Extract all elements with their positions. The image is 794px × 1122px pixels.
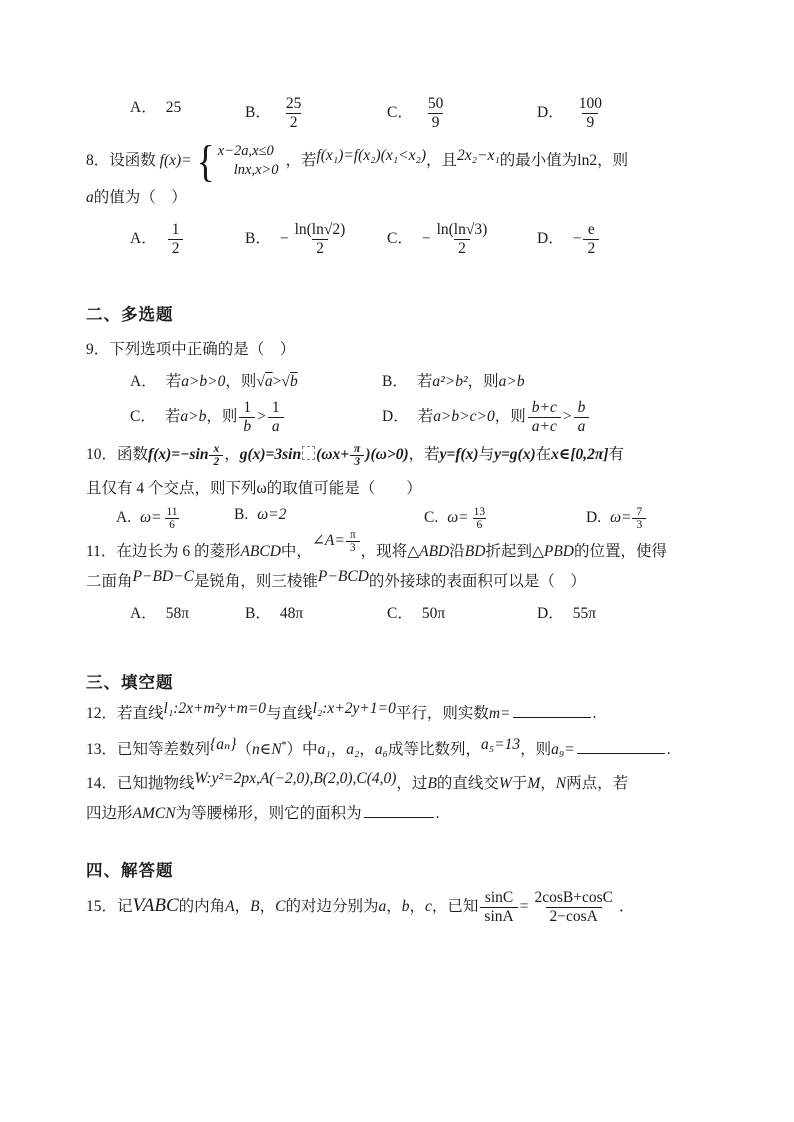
text: 有 <box>608 446 625 463</box>
question11-options-row <box>130 601 716 623</box>
omega-equals: ω= <box>140 509 162 527</box>
question-number: 9． <box>86 341 110 359</box>
text: 与 <box>478 446 495 463</box>
text: 的外接球的表面积可以是（ ） <box>368 573 586 591</box>
q7-option-c <box>387 95 537 132</box>
minus-sign: − <box>421 229 431 247</box>
fraction <box>528 399 561 436</box>
text: ，已知 <box>431 898 479 915</box>
math: BD <box>464 543 486 561</box>
minus-sign: − <box>572 229 582 247</box>
fraction-denominator: a+c <box>528 417 561 436</box>
q9-option-b <box>382 369 716 391</box>
small-fraction <box>209 443 223 468</box>
period: ． <box>618 898 635 915</box>
option-c-value: 50π <box>421 605 446 623</box>
fraction-denominator: 2 <box>312 239 328 258</box>
fraction-numerator: b+c <box>531 399 557 417</box>
math: P−BD−C <box>132 568 194 586</box>
question10-line2: 且仅有 4 个交点，则下列ω的取值可能是（ ） <box>86 480 422 497</box>
question-number: 11． <box>86 543 117 561</box>
q11-option-a <box>130 601 245 623</box>
fraction-denominator: sinA <box>480 907 517 926</box>
question14-line2 <box>86 801 716 823</box>
text: 两点，若 <box>566 775 629 793</box>
question7-options-row <box>130 95 716 132</box>
text: ，则 <box>494 408 526 426</box>
fraction <box>291 221 350 258</box>
line2-equation: l₂:x+2y+1=0 <box>312 700 396 718</box>
option-b-value: 48π <box>279 605 304 623</box>
fraction <box>282 95 306 132</box>
math: a₉= <box>551 741 575 759</box>
option-d-value: 55π <box>572 605 597 623</box>
math: a²>b² <box>432 373 468 391</box>
question8-options-row <box>130 221 716 258</box>
left-brace: { <box>196 136 215 186</box>
fraction-denominator: 2 <box>168 239 184 258</box>
radicand: a <box>264 373 273 391</box>
fraction-denominator: 2 <box>286 113 302 132</box>
q8-option-d <box>537 221 716 258</box>
math: y=g(x) <box>494 446 536 463</box>
missing-glyph-box <box>302 446 315 460</box>
text: 若 <box>165 373 182 391</box>
fraction-numerator: 7 <box>636 506 643 518</box>
math: a>b>0 <box>181 373 226 391</box>
omega-equals: ω= <box>447 509 469 527</box>
option-d-label: D． <box>537 229 564 247</box>
angle-a-equals: ∠A= <box>311 532 345 550</box>
fraction-denominator: 3 <box>632 518 646 531</box>
comma: ， <box>330 741 347 759</box>
question-number: 10． <box>86 446 118 463</box>
q9-option-a <box>130 369 382 391</box>
fraction-denominator: a <box>268 417 284 436</box>
text: 折起到 <box>485 543 532 561</box>
comma: ， <box>409 898 425 915</box>
text: ，则 <box>520 741 552 759</box>
math: b <box>401 898 410 915</box>
text: ，若 <box>408 446 440 463</box>
question15 <box>86 889 716 926</box>
superscript-star: * <box>281 739 287 751</box>
question11-line2 <box>86 569 716 591</box>
text: 四边形 <box>86 805 133 823</box>
paren-open: （ <box>236 741 252 759</box>
q7-option-b <box>245 95 387 132</box>
q10-option-d <box>586 506 716 531</box>
option-d-label: D. <box>586 509 602 527</box>
g-argument-close: )(ω>0) <box>365 446 409 463</box>
math: y=f(x) <box>439 446 479 463</box>
fraction-numerator: π <box>354 442 361 455</box>
fraction <box>424 95 448 132</box>
text: 二面角 <box>86 573 133 591</box>
fraction-numerator: 50 <box>427 95 444 112</box>
question12 <box>86 701 716 723</box>
q10-option-b <box>234 506 424 531</box>
question10-options-row <box>116 506 716 531</box>
fraction-denominator: 6 <box>165 518 179 531</box>
small-fraction <box>470 506 490 531</box>
text: 在 <box>535 446 552 463</box>
math: A <box>225 898 235 915</box>
math: ABCD <box>240 543 281 561</box>
text: 于 <box>511 775 528 793</box>
text: ，则 <box>225 373 257 391</box>
question14-line1 <box>86 771 716 793</box>
small-fraction <box>632 506 646 531</box>
q7-option-d <box>537 95 716 132</box>
f-definition: f(x)=−sin <box>148 446 209 463</box>
question10-line1 <box>86 442 716 468</box>
fraction-denominator: 2 <box>583 239 599 258</box>
q10-option-a <box>116 506 234 531</box>
text: 平行，则实数 <box>395 705 489 723</box>
piecewise-cases <box>195 136 279 186</box>
math: a <box>378 898 387 915</box>
q8-fx: f(x)= <box>159 151 192 169</box>
angle-formula <box>312 529 361 554</box>
question8-text4: 的最小值为ln2，则 <box>499 151 629 169</box>
text: 与直线 <box>266 705 313 723</box>
fraction-denominator: b <box>239 417 255 436</box>
math: AMCN <box>132 805 176 823</box>
text: 是锐角，则三棱锥 <box>193 573 318 591</box>
question8-line1 <box>86 136 716 186</box>
fraction-denominator: 9 <box>428 113 444 132</box>
option-b-label: B． <box>382 373 408 391</box>
fraction-numerator: 1 <box>171 220 180 238</box>
fraction <box>168 221 184 258</box>
section4-header: 四、解答题 <box>86 861 174 881</box>
math: P−BCD <box>317 568 369 586</box>
math: c <box>425 898 432 915</box>
q9-option-d <box>382 399 716 436</box>
q8-expression: 2x₂−x₁ <box>457 146 500 164</box>
fraction-denominator: 2 <box>209 455 223 468</box>
comma: ， <box>259 898 276 915</box>
fraction-numerator: x <box>213 442 220 455</box>
fraction <box>268 399 284 436</box>
period: . <box>666 741 671 759</box>
fraction <box>530 889 617 926</box>
sequence-notation: {aₙ} <box>210 736 237 754</box>
option-a-label: A． <box>130 605 157 623</box>
text: 在边长为 6 的菱形 <box>116 543 241 561</box>
text: 的内角 <box>178 898 226 915</box>
fraction-numerator: e <box>587 220 595 238</box>
n-in-nstar: n∈N <box>251 741 282 759</box>
math: M <box>527 775 541 793</box>
m-equals: m= <box>488 705 511 723</box>
math: B <box>427 775 437 793</box>
question9-title <box>86 337 716 359</box>
option-a-label: A． <box>130 373 157 391</box>
g-definition: g(x)=3sin <box>239 446 302 463</box>
fraction-denominator: 3 <box>350 455 364 468</box>
parabola-equation: W:y²=2px,A(−2,0),B(2,0),C(4,0) <box>194 770 397 788</box>
fraction-denominator: a <box>574 417 590 436</box>
math: a₁ <box>317 741 331 759</box>
fraction-numerator: 11 <box>166 506 178 518</box>
option-c-label: C． <box>387 229 413 247</box>
answer-blank <box>513 702 591 718</box>
option-c-label: C． <box>130 408 156 426</box>
text: 函数 <box>117 446 149 463</box>
greater-than: > <box>257 408 266 426</box>
question13 <box>86 737 716 759</box>
section3-header: 三、填空题 <box>86 673 174 693</box>
sqrt-expression <box>281 373 297 390</box>
text: ，则 <box>467 373 499 391</box>
option-a-value: 58π <box>165 605 190 623</box>
text: 若 <box>164 408 181 426</box>
minus-sign: − <box>279 229 289 247</box>
text: 若 <box>416 373 433 391</box>
math: C <box>275 898 286 915</box>
q8-variable-a: a <box>86 188 94 206</box>
text: 若直线 <box>117 705 164 723</box>
option-a-label: A． <box>130 229 157 247</box>
math: N <box>555 775 567 793</box>
question9-options-row1 <box>130 369 716 391</box>
paren-close: ）中 <box>286 741 318 759</box>
q8-option-c <box>387 221 537 258</box>
fraction-denominator: 3 <box>346 541 360 554</box>
fraction-numerator: sinC <box>484 889 514 907</box>
fraction-numerator: b <box>577 399 586 417</box>
option-b-label: B． <box>245 103 271 121</box>
question8-line2-text: 的值为（ ） <box>93 188 187 206</box>
option-c-label: C． <box>387 605 413 623</box>
small-fraction <box>162 506 181 531</box>
option-c-label: C. <box>424 509 439 527</box>
comma: ， <box>386 898 402 915</box>
fraction-denominator: 9 <box>582 113 598 132</box>
math: x∈[0,2π] <box>551 446 609 463</box>
option-d-label: D． <box>537 605 564 623</box>
fraction-denominator: 2−cosA <box>546 907 602 926</box>
equals-sign: = <box>519 898 529 915</box>
question11-line1 <box>86 529 716 565</box>
math: B <box>250 898 260 915</box>
fraction-numerator: 100 <box>578 95 602 112</box>
question8-text2: ，若 <box>285 151 317 169</box>
radical-sign: √ <box>281 373 290 391</box>
math: a₂ <box>346 741 360 759</box>
option-a-label: A. <box>116 509 132 527</box>
greater-than: > <box>272 373 282 391</box>
option-b-value: ω=2 <box>257 506 287 523</box>
section2-header: 二、多选题 <box>86 305 174 325</box>
q8-condition: f(x₁)=f(x₂)(x₁<x₂) <box>316 146 427 164</box>
text: 记 <box>117 898 133 915</box>
comma: ， <box>234 898 251 915</box>
option-a-label: A． <box>130 99 157 116</box>
text: 为等腰梯形，则它的面积为 <box>175 805 362 823</box>
question-number: 12． <box>86 705 118 723</box>
question-number: 13． <box>86 741 118 759</box>
math: a>b <box>180 408 207 426</box>
fraction-numerator: π <box>349 529 356 541</box>
text: 已知抛物线 <box>117 775 195 793</box>
small-fraction <box>346 529 360 554</box>
question8-line2 <box>86 185 716 207</box>
question-number: 8． <box>86 151 110 169</box>
radicand: b <box>289 373 298 391</box>
question9-text: 下列选项中正确的是（ ） <box>109 341 296 359</box>
math: a>b>c>0 <box>433 408 495 426</box>
case-1: x−2a,x≤0 <box>217 142 274 159</box>
text: 若 <box>417 408 434 426</box>
fraction-numerator: ln(ln√3) <box>436 220 488 238</box>
fraction-denominator: 6 <box>473 518 487 531</box>
q9-option-c <box>130 399 382 436</box>
fraction <box>575 95 606 132</box>
case-2: lnx,x>0 <box>233 162 279 179</box>
fraction-denominator: 2 <box>454 239 470 258</box>
q8-option-a <box>130 221 245 258</box>
omega-equals: ω= <box>610 509 632 527</box>
option-b-label: B． <box>245 229 271 247</box>
question-number: 14． <box>86 775 118 793</box>
question9-options-row2 <box>130 399 716 436</box>
fraction <box>433 221 492 258</box>
text: 的位置，使得 <box>574 543 668 561</box>
period: . <box>435 805 440 823</box>
line1-equation: l₁:2x+m²y+m=0 <box>163 700 267 718</box>
g-argument-open: (ωx+ <box>316 446 350 463</box>
math: a₆ <box>374 741 389 759</box>
comma: ， <box>224 446 240 463</box>
text: 的直线交 <box>436 775 499 793</box>
option-b-label: B. <box>234 506 249 523</box>
q11-option-b <box>245 601 387 623</box>
q10-option-c <box>424 506 586 531</box>
math: a>b <box>498 373 525 391</box>
text: ，现将 <box>360 543 408 561</box>
q11-option-d <box>537 601 716 623</box>
fraction <box>574 399 590 436</box>
fraction-numerator: 1 <box>271 399 280 417</box>
greater-than: > <box>562 408 572 426</box>
small-fraction <box>350 443 364 468</box>
option-b-label: B． <box>245 605 271 623</box>
text: ，过 <box>396 775 428 793</box>
question8-text3: ，且 <box>426 151 458 169</box>
comma: ， <box>540 775 556 793</box>
sqrt-expression <box>256 373 272 390</box>
period: . <box>592 705 597 723</box>
fraction-numerator: 13 <box>473 506 486 518</box>
fraction-numerator: 1 <box>243 399 252 417</box>
fraction <box>480 889 517 926</box>
text: 沿 <box>449 543 465 561</box>
q8-option-b <box>245 221 387 258</box>
radical-sign: √ <box>256 373 265 391</box>
triangle-abc: VABC <box>132 895 179 916</box>
question-number: 15． <box>86 898 118 915</box>
math: a₅=13 <box>481 736 521 754</box>
q11-option-c <box>387 601 537 623</box>
text: 成等比数列， <box>388 741 482 759</box>
option-d-label: D． <box>537 103 564 121</box>
fraction <box>583 221 599 258</box>
q7-option-a <box>130 95 245 132</box>
fraction-numerator: ln(ln√2) <box>294 220 346 238</box>
text: ，则 <box>206 408 238 426</box>
text: 中， <box>280 543 312 561</box>
math: △ABD <box>407 543 450 561</box>
comma: ， <box>359 741 375 759</box>
fraction <box>239 399 255 436</box>
math: △PBD <box>531 543 575 561</box>
fraction-numerator: 2cosB+cosC <box>534 889 613 907</box>
text: 已知等差数列 <box>117 741 211 759</box>
answer-blank <box>577 738 665 754</box>
option-c-label: C． <box>387 103 413 121</box>
math: W <box>498 775 512 793</box>
option-d-label: D． <box>382 408 409 426</box>
fraction-numerator: 25 <box>285 95 302 112</box>
text: 的对边分别为 <box>285 898 379 915</box>
answer-blank <box>364 802 434 818</box>
option-a-value: 25 <box>165 99 182 116</box>
question8-text1: 设函数 <box>109 151 156 169</box>
